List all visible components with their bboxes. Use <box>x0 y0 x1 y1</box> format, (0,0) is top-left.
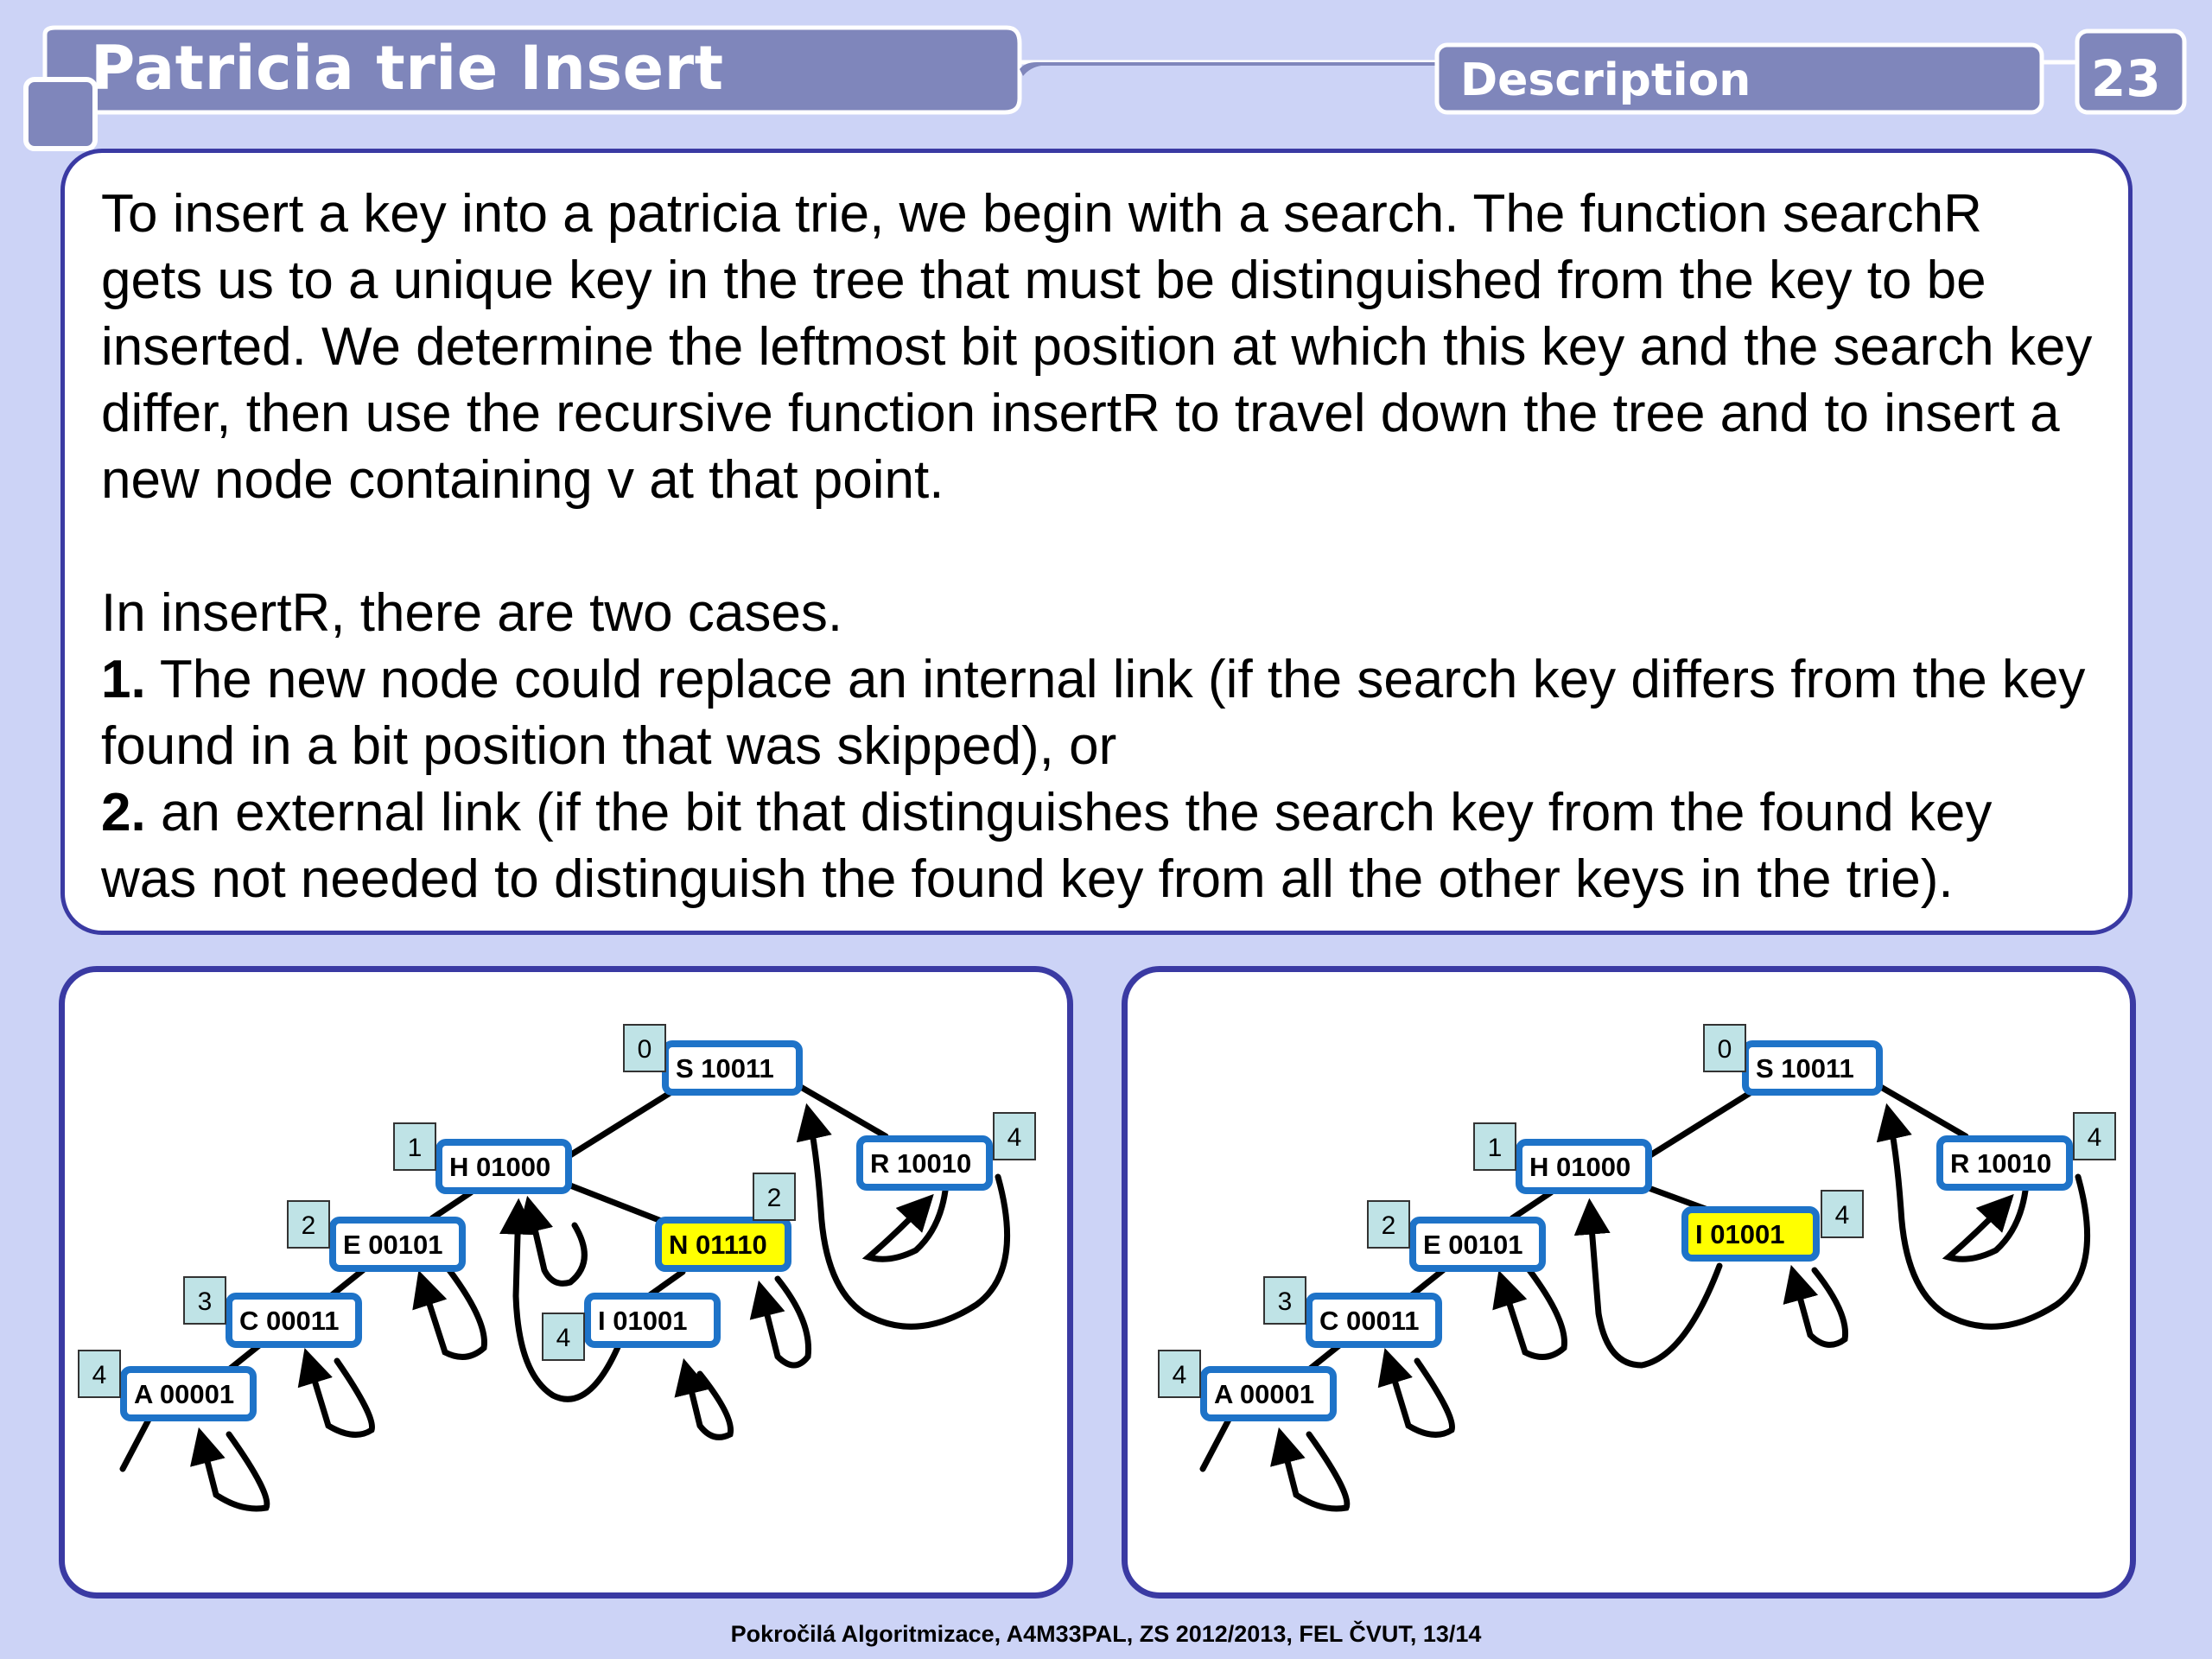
page-number: 23 <box>2091 49 2161 108</box>
left-nodes <box>79 1025 1035 1418</box>
case-2-number: 2. <box>101 783 146 842</box>
node-label: C 00011 <box>239 1306 340 1336</box>
node-label: E 00101 <box>1423 1230 1523 1260</box>
link-h-h <box>529 1203 584 1283</box>
node-label: N 01110 <box>669 1230 767 1260</box>
link-i-i <box>685 1365 731 1437</box>
edge-h-e <box>1512 1192 1551 1218</box>
link-c-c <box>1387 1355 1452 1434</box>
bit-index-label: 3 <box>197 1287 213 1316</box>
link-a-a <box>1281 1434 1347 1509</box>
right-nodes <box>1159 1025 2115 1418</box>
edge-h-n <box>570 1185 672 1225</box>
node-label: S 10011 <box>1756 1053 1854 1084</box>
trie-node-r <box>1940 1113 2115 1187</box>
edge-a-null <box>123 1420 149 1469</box>
slide-title: Patricia trie Insert <box>91 33 724 104</box>
node-label: H 01000 <box>449 1152 551 1182</box>
bit-index-label: 4 <box>556 1324 571 1352</box>
link-r-r <box>1948 1184 2026 1259</box>
trie-node-c <box>184 1277 359 1344</box>
trie-node-a <box>1159 1351 1333 1418</box>
node-label: A 00001 <box>134 1379 235 1409</box>
cases-intro: In insertR, there are two cases. <box>101 583 843 643</box>
edge-c-a <box>229 1345 259 1370</box>
case-1-number: 1. <box>101 650 146 709</box>
trie-node-h <box>1474 1123 1649 1191</box>
link-e-e <box>1501 1270 1565 1357</box>
section-label: Description <box>1460 54 1751 106</box>
edge-h-e <box>432 1192 471 1218</box>
bit-index-label: 4 <box>2087 1123 2102 1152</box>
edge-s-h <box>566 1090 674 1158</box>
link-r-r <box>868 1184 946 1259</box>
edge-c-a <box>1309 1345 1339 1370</box>
bit-index-label: 4 <box>1007 1123 1022 1152</box>
node-label: I 01001 <box>598 1306 688 1336</box>
case-2-text: an external link (if the bit that distinguishes the search key from the found key was not needed to distinguish the found key from all the other keys in the trie). <box>101 783 1993 909</box>
trie-node-i <box>543 1296 717 1360</box>
node-label: R 10010 <box>870 1148 972 1179</box>
bit-index-label: 4 <box>1172 1361 1187 1389</box>
description-paragraph: To insert a key into a patricia trie, we begin with a search. The function searchR gets us to a unique key in the tree that must be distinguished from the key to be inserted. We determine the leftmost bit position at which this key and the search key differ, then use the recursive function insertR to travel down the tree and to insert a new node containing v at that point. <box>101 184 2093 510</box>
link-e-e <box>421 1270 485 1357</box>
trie-node-h <box>394 1123 569 1191</box>
trie-node-i <box>1685 1191 1863 1258</box>
trie-node-r <box>860 1113 1035 1187</box>
trie-node-e <box>1368 1201 1542 1268</box>
trie-node-c <box>1264 1277 1439 1344</box>
trie-node-n <box>658 1173 795 1268</box>
trie-node-s <box>624 1025 799 1092</box>
link-c-c <box>307 1355 372 1434</box>
link-a-a <box>200 1434 267 1509</box>
footer: Pokročilá Algoritmizace, A4M33PAL, ZS 2012/2013, FEL ČVUT, 13/14 <box>730 1621 1482 1647</box>
node-label: H 01000 <box>1529 1152 1631 1182</box>
bit-index-label: 4 <box>1834 1201 1850 1230</box>
bit-index-label: 2 <box>766 1184 782 1212</box>
node-label: E 00101 <box>343 1230 443 1260</box>
node-label: R 10010 <box>1950 1148 2052 1179</box>
bit-index-label: 3 <box>1277 1287 1293 1316</box>
bit-index-label: 1 <box>1487 1134 1503 1162</box>
node-label: S 10011 <box>676 1053 774 1084</box>
node-label: I 01001 <box>1695 1219 1785 1249</box>
bit-index-label: 0 <box>1717 1035 1732 1064</box>
node-label: C 00011 <box>1319 1306 1420 1336</box>
trie-node-s <box>1704 1025 1879 1092</box>
bit-index-label: 0 <box>637 1035 652 1064</box>
trie-node-a <box>79 1351 253 1418</box>
bit-index-label: 4 <box>92 1361 107 1389</box>
case-1-text: The new node could replace an internal link (if the search key differs from the key found in a bit position that was skipped), or <box>101 650 2086 776</box>
link-n-n <box>760 1279 809 1365</box>
edge-a-null <box>1203 1420 1229 1469</box>
bit-index-label: 2 <box>301 1211 316 1240</box>
link-i-i <box>1793 1270 1846 1344</box>
trie-node-e <box>288 1201 462 1268</box>
bit-index-label: 1 <box>407 1134 423 1162</box>
bit-index-label: 2 <box>1381 1211 1396 1240</box>
edge-s-h <box>1646 1090 1754 1158</box>
node-label: A 00001 <box>1214 1379 1315 1409</box>
